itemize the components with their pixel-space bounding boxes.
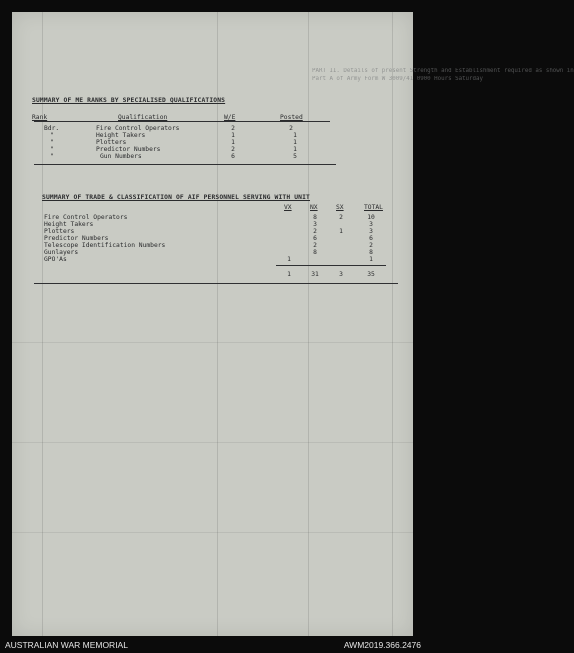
table-cell-nx: 2 xyxy=(313,228,317,235)
col-header-nx: NX xyxy=(310,204,318,211)
section-title: SUMMARY OF ME RANKS BY SPECIALISED QUALIFICATIONS xyxy=(32,97,226,104)
table-cell-sx: 1 xyxy=(339,228,343,235)
table-cell-rank: " xyxy=(50,132,54,139)
archive-credit: AUSTRALIAN WAR MEMORIAL xyxy=(5,640,128,650)
table-cell-we: 1 xyxy=(231,132,235,139)
table-cell-qualification: Plotters xyxy=(96,139,127,146)
table-cell-vx: 1 xyxy=(287,256,291,263)
table-cell-qualification: Fire Control Operators xyxy=(96,125,180,132)
table-cell-sx: 2 xyxy=(339,214,343,221)
archive-reference: AWM2019.366.2476 xyxy=(343,640,421,650)
total-vx: 1 xyxy=(287,271,291,278)
paper-ruling xyxy=(42,12,43,636)
table-cell-rank: Bdr. xyxy=(44,125,60,132)
total-total: 35 xyxy=(367,271,375,278)
col-header-sx: SX xyxy=(336,204,344,211)
table-cell-nx: 8 xyxy=(313,249,317,256)
table-cell-we: 2 xyxy=(231,146,235,153)
paper-ruling xyxy=(12,342,413,343)
table-row-label: Fire Control Operators xyxy=(44,214,128,221)
table-cell-we: 1 xyxy=(231,139,235,146)
paper-ruling xyxy=(308,12,309,636)
table-cell-nx: 2 xyxy=(313,242,317,249)
table-row-label: GPO'As xyxy=(44,256,67,263)
table-cell-total: 3 xyxy=(369,221,373,228)
col-header-we: W/E xyxy=(224,114,236,121)
table-bottom-rule xyxy=(34,283,398,284)
table-cell-nx: 8 xyxy=(313,214,317,221)
table-cell-total: 3 xyxy=(369,228,373,235)
table-row-label: Telescope Identification Numbers xyxy=(44,242,166,249)
table-cell-qualification: Gun Numbers xyxy=(100,153,142,160)
paper-ruling xyxy=(392,12,393,636)
table-cell-total: 10 xyxy=(367,214,375,221)
table-cell-posted: 1 xyxy=(293,146,297,153)
table-cell-rank: " xyxy=(50,139,54,146)
col-header-posted: Posted xyxy=(280,114,303,121)
table-cell-total: 2 xyxy=(369,242,373,249)
faint-header-line: PART II. Details of present Strength and Establishment required as shown in xyxy=(312,68,574,74)
table-cell-rank: " xyxy=(50,153,54,160)
table-cell-nx: 6 xyxy=(313,235,317,242)
total-nx: 31 xyxy=(311,271,319,278)
paper-ruling xyxy=(12,442,413,443)
table-cell-posted: 5 xyxy=(293,153,297,160)
table-cell-qualification: Height Takers xyxy=(96,132,146,139)
table-cell-posted: 1 xyxy=(293,139,297,146)
table-cell-rank: " xyxy=(50,146,54,153)
table-row-label: Gunlayers xyxy=(44,249,79,256)
total-sx: 3 xyxy=(339,271,343,278)
paper-ruling xyxy=(217,12,218,636)
table-cell-total: 8 xyxy=(369,249,373,256)
col-header-rank: Rank xyxy=(32,114,48,121)
table-cell-total: 6 xyxy=(369,235,373,242)
section-title: SUMMARY OF TRADE & CLASSIFICATION OF AIF PERSONNEL SERVING WITH UNIT xyxy=(42,194,310,201)
table-cell-total: 1 xyxy=(369,256,373,263)
table-row-label: Height Takers xyxy=(44,221,94,228)
table-row-label: Plotters xyxy=(44,228,75,235)
col-header-vx: VX xyxy=(284,204,292,211)
col-header-total: TOTAL xyxy=(364,204,383,211)
table-cell-we: 6 xyxy=(231,153,235,160)
totals-rule xyxy=(276,265,386,266)
table-cell-we: 2 xyxy=(231,125,235,132)
paper-ruling xyxy=(12,532,413,533)
document-page xyxy=(12,12,574,636)
table-cell-posted: 1 xyxy=(293,132,297,139)
table-row-label: Predictor Numbers xyxy=(44,235,109,242)
table-cell-posted: 2 xyxy=(289,125,293,132)
header-rule xyxy=(34,121,330,122)
faint-header-line: Part A of Army Form W 3009/41 0900 Hours Saturday xyxy=(312,76,484,82)
table-cell-qualification: Predictor Numbers xyxy=(96,146,161,153)
table-bottom-rule xyxy=(34,164,336,165)
table-cell-nx: 3 xyxy=(313,221,317,228)
col-header-qualification: Qualification xyxy=(118,114,168,121)
